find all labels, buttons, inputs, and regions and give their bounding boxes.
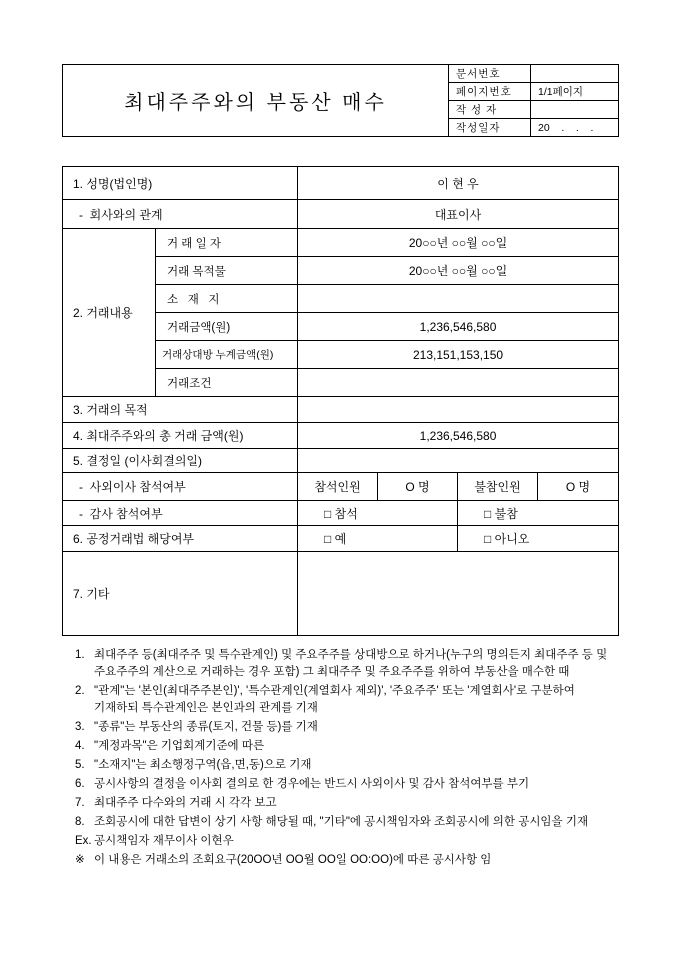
footnote-text: "관계"는 '본인(최대주주본인)', '특수관계인(계열회사 제외)', '주요주주' 또는 '계열회사'로 구분하여 기재하되 특수관계인은 본인과의 관계를 기재 bbox=[94, 685, 575, 714]
write-date-label: 작성일자 bbox=[449, 119, 531, 137]
auditor-label: - 감사 참석여부 bbox=[63, 501, 298, 526]
footnote-number: Ex. bbox=[75, 835, 92, 847]
name-value: 이 현 우 bbox=[298, 167, 619, 200]
row-transaction-date bbox=[63, 229, 619, 257]
footnote-text: 최대주주 다수와의 거래 시 각각 보고 bbox=[94, 797, 277, 809]
name-label: 1. 성명(법인명) bbox=[63, 167, 298, 200]
attend-count-label: 참석인원 bbox=[298, 473, 378, 501]
transaction-section-label: 2. 거래내용 bbox=[63, 229, 156, 397]
absent-count-value: O 명 bbox=[538, 473, 619, 501]
author-label: 작 성 자 bbox=[449, 101, 531, 119]
transaction-object-label: 거래 목적물 bbox=[156, 257, 298, 285]
footnote-example bbox=[75, 833, 618, 850]
write-date-value: 20 . . . bbox=[531, 119, 619, 137]
location-value bbox=[298, 285, 619, 313]
reference-mark-icon: ※ bbox=[75, 854, 85, 866]
footnote-3 bbox=[75, 719, 618, 736]
fair-trade-label: 6. 공정거래법 해당여부 bbox=[63, 526, 298, 552]
page-number-value: 1/1페이지 bbox=[531, 83, 619, 101]
footnote-6 bbox=[75, 776, 618, 793]
author-value bbox=[531, 101, 619, 119]
row-name bbox=[63, 167, 619, 200]
footnote-text: 조회공시에 대한 답변이 상기 사항 해당될 때, "기타"에 공시책임자와 조회공시에 의한 공시임을 기재 bbox=[94, 816, 589, 828]
footnote-4 bbox=[75, 738, 618, 755]
form-table bbox=[62, 166, 619, 636]
header-table bbox=[62, 64, 619, 137]
transaction-amount-value: 1,236,546,580 bbox=[298, 313, 619, 341]
footnote-text: 공시사항의 결정을 이사회 결의로 한 경우에는 반드시 사외이사 및 감사 참석여부를 부기 bbox=[94, 778, 530, 790]
relation-value: 대표이사 bbox=[298, 200, 619, 229]
row-etc bbox=[63, 552, 619, 636]
auditor-absent-checkbox: □ 불참 bbox=[458, 501, 619, 526]
total-amount-value: 1,236,546,580 bbox=[298, 423, 619, 449]
row-relation bbox=[63, 200, 619, 229]
auditor-attend-checkbox: □ 참석 bbox=[298, 501, 458, 526]
fair-trade-no-checkbox: □ 아니오 bbox=[458, 526, 619, 552]
footnotes bbox=[62, 647, 618, 869]
cumulative-amount-value: 213,151,153,150 bbox=[298, 341, 619, 369]
footnote-8 bbox=[75, 814, 618, 831]
attend-count-value: O 명 bbox=[378, 473, 458, 501]
etc-value bbox=[298, 552, 619, 636]
location-label: 소 재 지 bbox=[156, 285, 298, 313]
relation-label: - 회사와의 관계 bbox=[63, 200, 298, 229]
document-title: 최대주주와의 부동산 매수 bbox=[63, 65, 449, 137]
footnote-2 bbox=[75, 683, 618, 717]
page-number-label: 페이지번호 bbox=[449, 83, 531, 101]
fair-trade-yes-checkbox: □ 예 bbox=[298, 526, 458, 552]
outside-directors-label: - 사외이사 참석여부 bbox=[63, 473, 298, 501]
footnote-reference-mark bbox=[75, 852, 618, 869]
row-decision-date bbox=[63, 449, 619, 473]
absent-count-label: 불참인원 bbox=[458, 473, 538, 501]
doc-number-value bbox=[531, 65, 619, 83]
footnote-text: "소재지"는 최소행정구역(읍,면,동)으로 기재 bbox=[94, 759, 312, 771]
footnote-number: 2. bbox=[75, 685, 85, 697]
footnote-text: "종류"는 부동산의 종류(토지, 건물 등)를 기재 bbox=[94, 721, 318, 733]
purpose-value bbox=[298, 397, 619, 423]
transaction-terms-label: 거래조건 bbox=[156, 369, 298, 397]
transaction-date-label: 거 래 일 자 bbox=[156, 229, 298, 257]
footnote-number: 7. bbox=[75, 797, 85, 809]
header-row-doc-number bbox=[63, 65, 619, 83]
footnote-7 bbox=[75, 795, 618, 812]
footnote-number: 1. bbox=[75, 649, 85, 661]
total-amount-label: 4. 최대주주와의 총 거래 금액(원) bbox=[63, 423, 298, 449]
doc-number-label: 문서번호 bbox=[449, 65, 531, 83]
footnote-text: 최대주주 등(최대주주 및 특수관계인) 및 주요주주를 상대방으로 하거나(누구의 명의든지 최대주주 등 및 주요주주의 계산으로 거래하는 경우 포함) 그 최대주주 및 주요주주를 위하여 부동산을 매수한 때 bbox=[94, 649, 608, 678]
footnote-number: 5. bbox=[75, 759, 85, 771]
row-auditor bbox=[63, 501, 619, 526]
footnote-number: 8. bbox=[75, 816, 85, 828]
footnote-text: 이 내용은 거래소의 조회요구(20OO년 OO월 OO일 OO:OO)에 따른 공시사항 임 bbox=[94, 854, 492, 866]
footnote-number: 3. bbox=[75, 721, 85, 733]
cumulative-amount-label: 거래상대방 누계금액(원) bbox=[156, 341, 298, 369]
footnote-1 bbox=[75, 647, 618, 681]
etc-label: 7. 기타 bbox=[63, 552, 298, 636]
row-total-amount bbox=[63, 423, 619, 449]
transaction-date-value: 20○○년 ○○월 ○○일 bbox=[298, 229, 619, 257]
footnote-text: 공시책임자 재무이사 이현우 bbox=[94, 835, 234, 847]
row-purpose bbox=[63, 397, 619, 423]
decision-date-value bbox=[298, 449, 619, 473]
transaction-object-value: 20○○년 ○○월 ○○일 bbox=[298, 257, 619, 285]
footnote-5 bbox=[75, 757, 618, 774]
purpose-label: 3. 거래의 목적 bbox=[63, 397, 298, 423]
decision-date-label: 5. 결정일 (이사회결의일) bbox=[63, 449, 298, 473]
transaction-amount-label: 거래금액(원) bbox=[156, 313, 298, 341]
row-fair-trade bbox=[63, 526, 619, 552]
transaction-terms-value bbox=[298, 369, 619, 397]
row-outside-directors bbox=[63, 473, 619, 501]
footnote-number: 4. bbox=[75, 740, 85, 752]
footnote-number: 6. bbox=[75, 778, 85, 790]
footnote-text: "계정과목"은 기업회계기준에 따른 bbox=[94, 740, 265, 752]
